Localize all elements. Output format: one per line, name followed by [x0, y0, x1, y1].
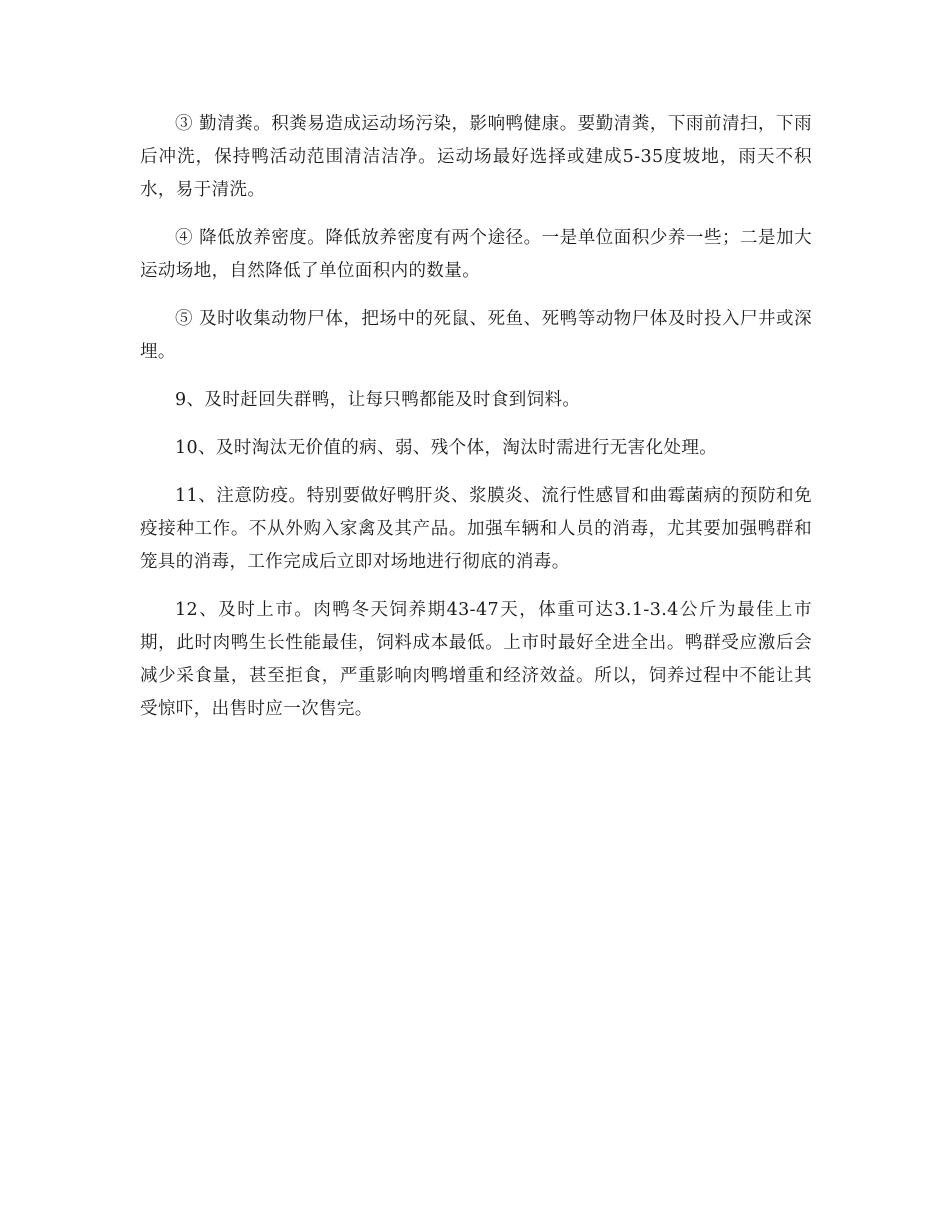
paragraph-reduce-density: ④ 降低放养密度。降低放养密度有两个途径。一是单位面积少养一些；二是加大运动场地，自然降低了单位面积内的数量。 [140, 228, 812, 281]
paragraph-item-10: 10、及时淘汰无价值的病、弱、残个体，淘汰时需进行无害化处理。 [175, 438, 718, 458]
paragraph-clean-manure: ③ 勤清粪。积粪易造成运动场污染，影响鸭健康。要勤清粪，下雨前清扫，下雨后冲洗，保持鸭活动范围清洁洁净。运动场最好选择或建成5-35度坡地，雨天不积水，易于清洗。 [140, 114, 812, 200]
paragraph-item-9: 9、及时赶回失群鸭，让每只鸭都能及时食到饲料。 [175, 390, 581, 410]
paragraph-item-11: 11、注意防疫。特别要做好鸭肝炎、浆膜炎、流行性感冒和曲霉菌病的预防和免疫接种工作。不从外购入家禽及其产品。加强车辆和人员的消毒，尤其要加强鸭群和笼具的消毒，工作完成后立即对场地进行彻底的消毒。 [140, 486, 812, 572]
paragraph-collect-carcasses: ⑤ 及时收集动物尸体，把场中的死鼠、死鱼、死鸭等动物尸体及时投入尸井或深埋。 [140, 309, 812, 362]
document-body [140, 108, 812, 741]
paragraph-item-12: 12、及时上市。肉鸭冬天饲养期43-47天，体重可达3.1-3.4公斤为最佳上市期，此时肉鸭生长性能最佳，饲料成本最低。上市时最好全进全出。鸭群受应激后会减少采食量，甚至拒食，严重影响肉鸭增重和经济效益。所以，饲养过程中不能让其受惊吓，出售时应一次售完。 [140, 600, 812, 719]
